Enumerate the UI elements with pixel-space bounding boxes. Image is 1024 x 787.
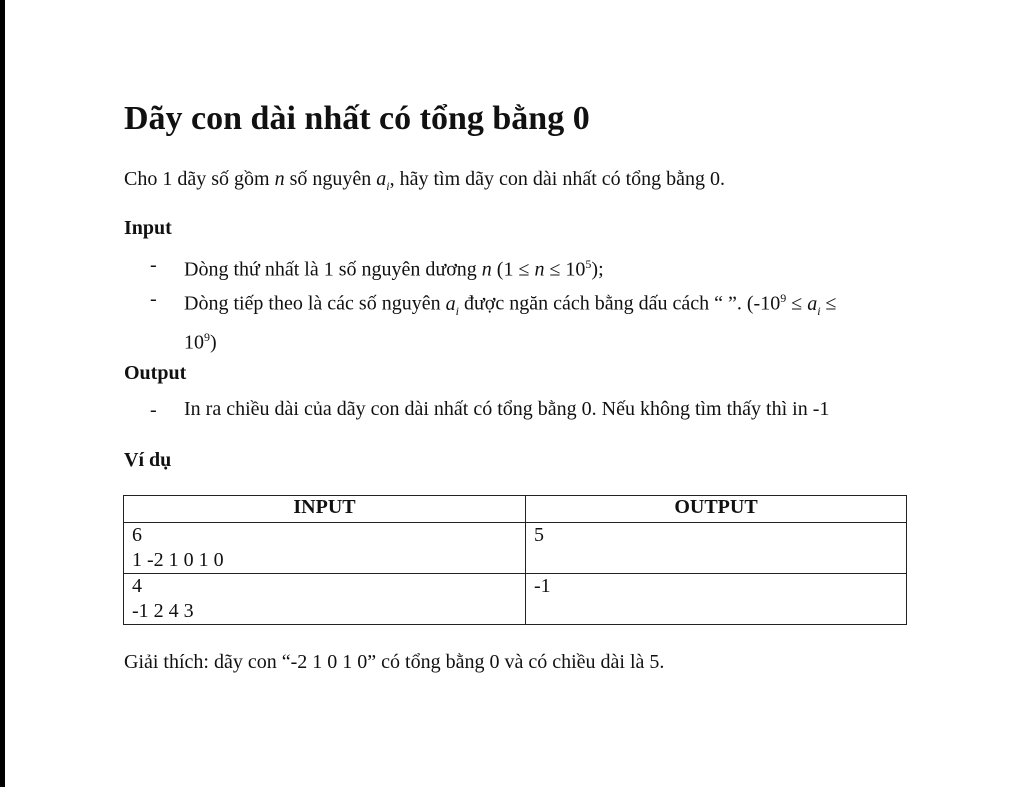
input-bullet-2: Dòng tiếp theo là các số nguyên $a_i$ được ngăn cách bằng dấu cách “ ”. ($-10^9 \le a_i$ ≤ $10^9$) xyxy=(184,291,837,354)
explanation-text: Giải thích: dãy con “-2 1 0 1 0” có tổng bằng 0 và có chiều dài là 5. xyxy=(124,651,665,673)
output-cell: -1 xyxy=(526,574,907,625)
header-input: INPUT xyxy=(124,496,526,523)
statement-text: Cho 1 dãy số gồm xyxy=(124,168,275,190)
var-a: $a_i$ xyxy=(376,168,390,193)
output-bullet-1: In ra chiều dài của dãy con dài nhất có tổng bằng 0. Nếu không tìm thấy thì in -1 xyxy=(184,398,830,420)
table-row xyxy=(124,574,907,625)
input-bullet-1: Dòng thứ nhất là 1 số nguyên dương n $(1 \le n \le 10^5)$; xyxy=(184,257,604,281)
statement-text: , hãy tìm dãy con dài nhất có tổng bằng 0. xyxy=(389,168,726,190)
input-heading: Input xyxy=(124,217,172,239)
output-heading: Output xyxy=(124,362,187,384)
header-output: OUTPUT xyxy=(526,496,907,523)
problem-title: Dãy con dài nhất có tổng bằng 0 xyxy=(124,100,590,137)
examples-table xyxy=(123,495,907,625)
table-header-row xyxy=(124,496,907,523)
bullet-dash: - xyxy=(150,288,157,310)
example-heading: Ví dụ xyxy=(124,449,172,471)
bullet-dash: - xyxy=(150,254,157,276)
statement-text: số nguyên xyxy=(284,168,377,190)
input-cell: 4 -1 2 4 3 xyxy=(124,574,526,625)
bullet-dash: - xyxy=(150,399,157,421)
var-n: n xyxy=(274,168,285,190)
input-cell: 6 1 -2 1 0 1 0 xyxy=(124,523,526,574)
problem-statement xyxy=(124,168,725,194)
table-row xyxy=(124,523,907,574)
page-left-border xyxy=(0,0,5,787)
output-cell: 5 xyxy=(526,523,907,574)
